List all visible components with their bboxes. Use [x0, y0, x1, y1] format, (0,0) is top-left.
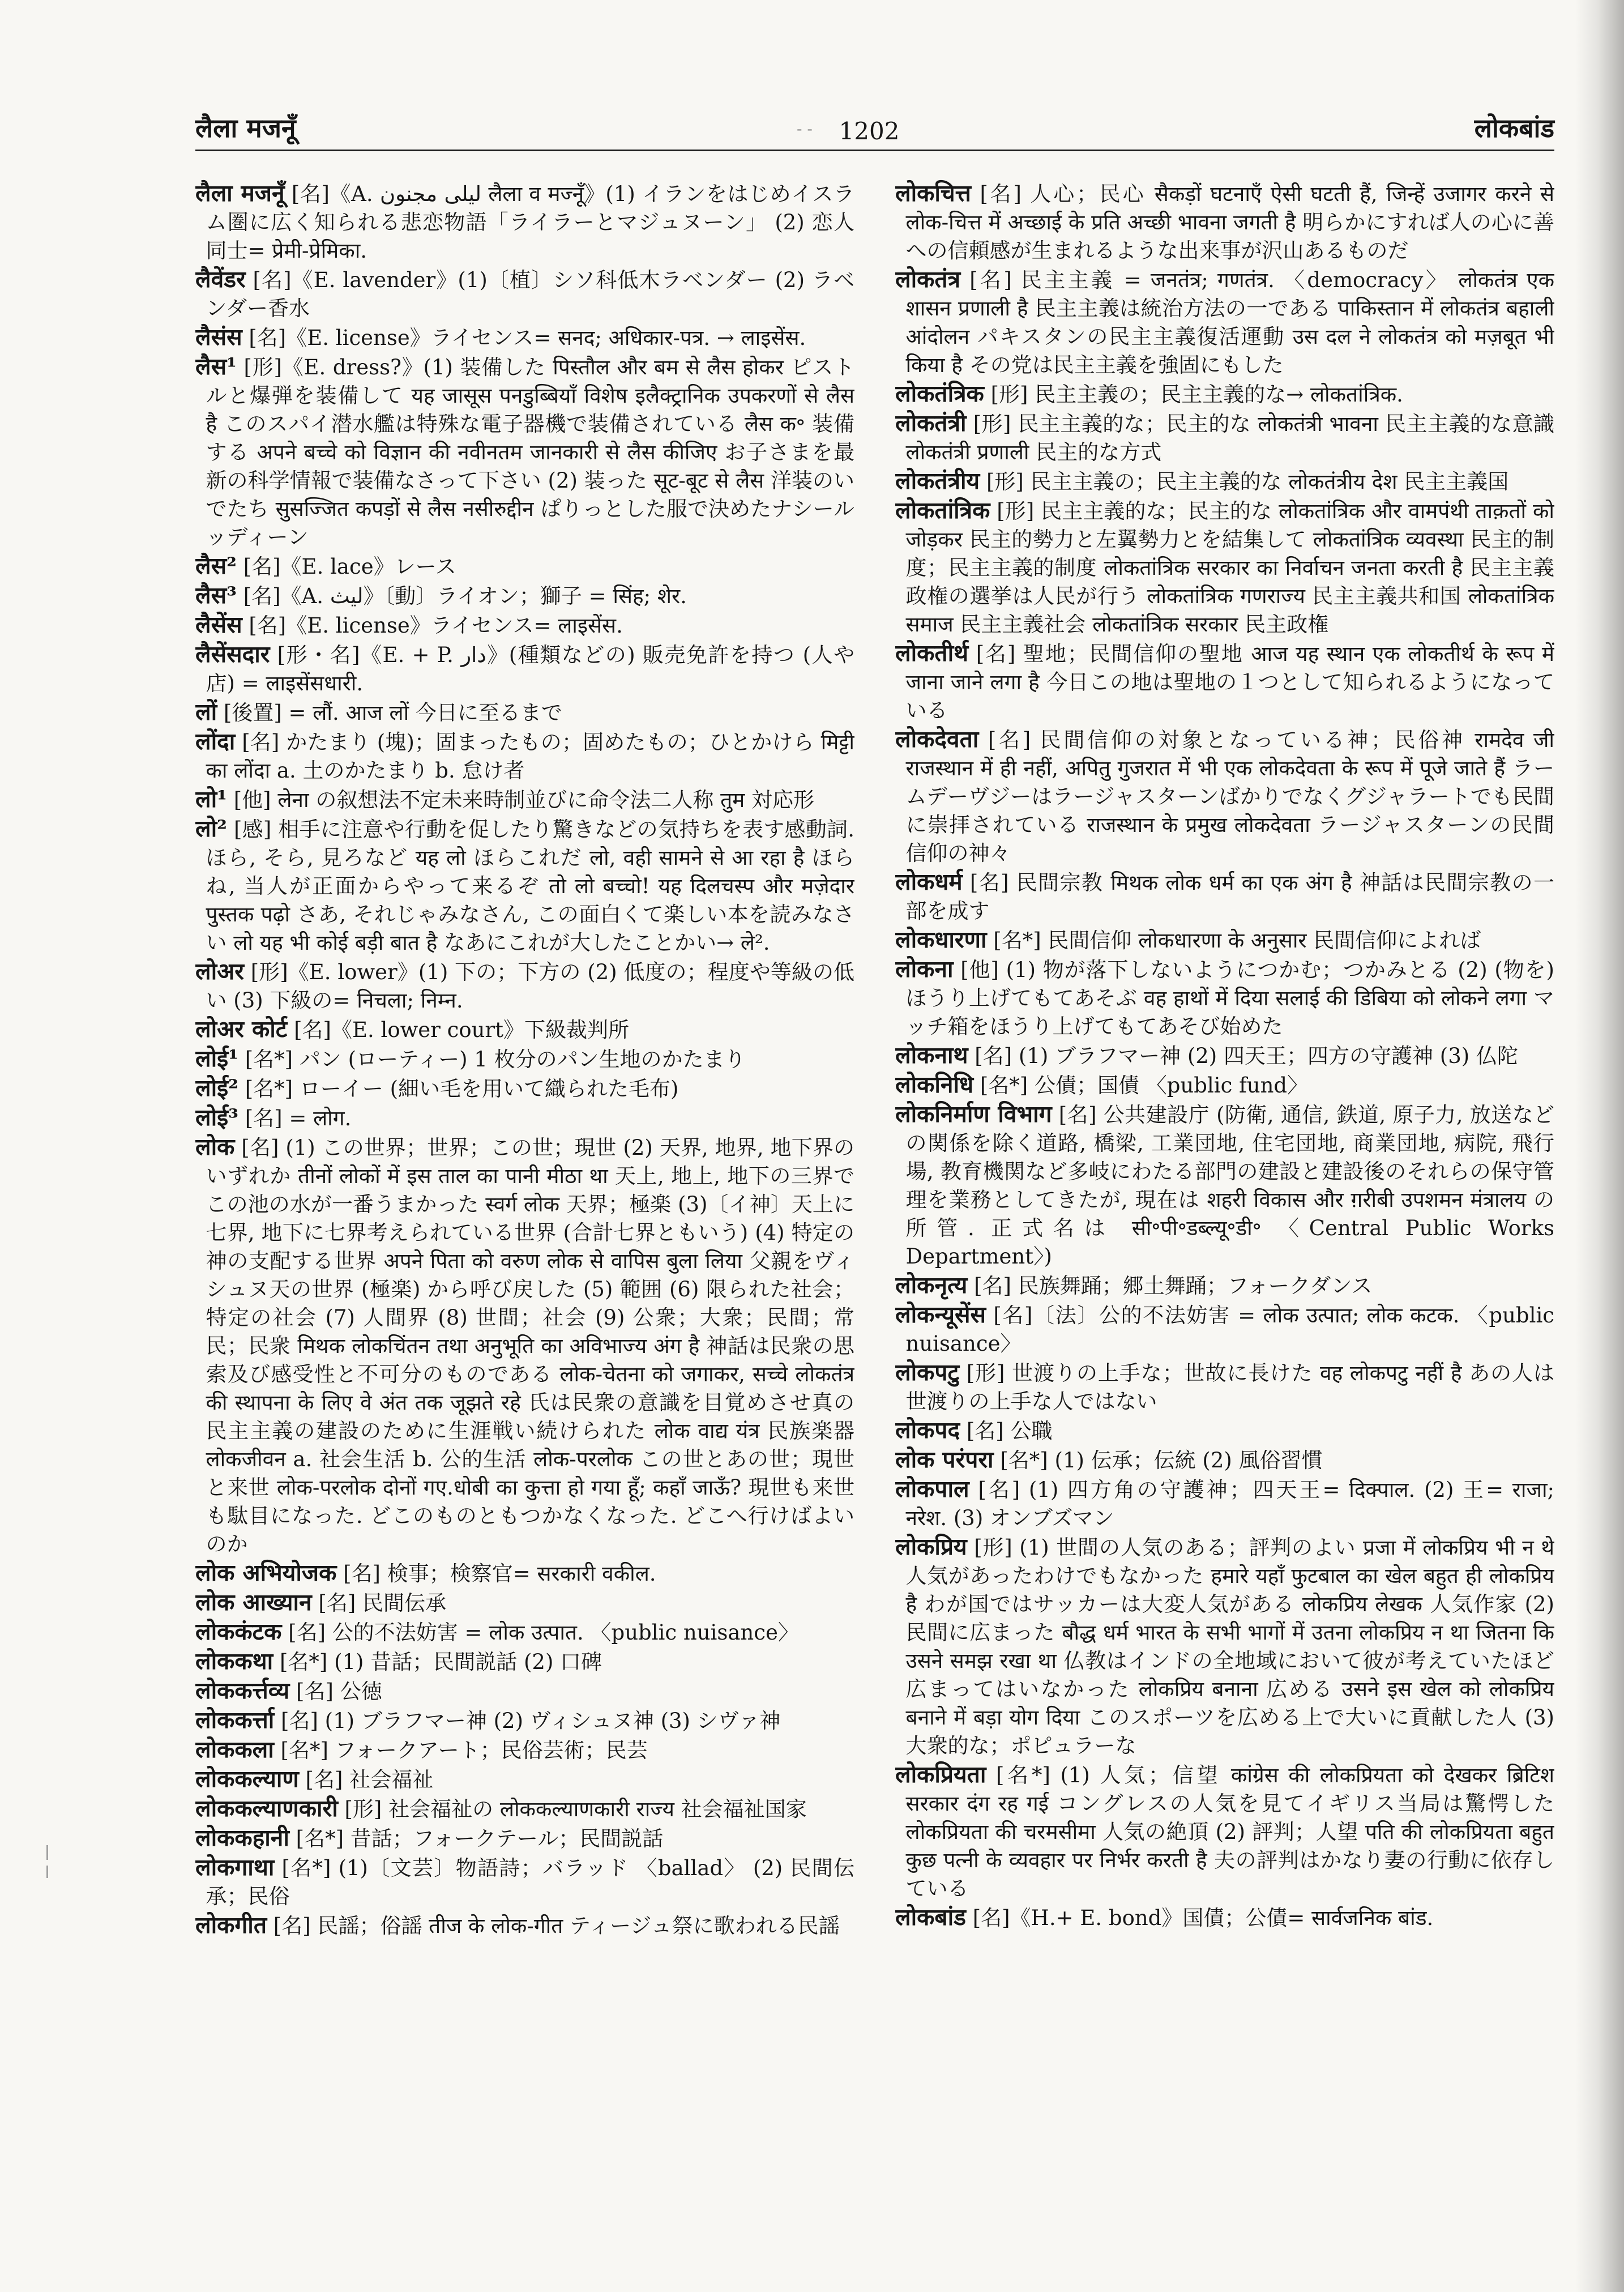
entry-definition: [形・名]《E. + P. دار》(種類などの) 販売免許を持つ (人や店) = लाइसेंसधारी.	[206, 643, 854, 695]
dictionary-entry	[895, 925, 1554, 955]
entry-definition: [名] (1) ブラフマー神 (2) ヴィシュヌ神 (3) シヴァ神	[281, 1709, 781, 1733]
entry-definition: [名] 民間伝承	[318, 1591, 447, 1615]
entry-headword: लोककर्त्तव्य	[195, 1677, 290, 1704]
entry-definition: [名] かたまり (塊)；固まったもの；固めたもの；ひとかけら मिट्टी का लोंदा a. 土のかたまり b. 怠け者	[206, 730, 854, 783]
entry-definition: [他] (1) 物が落下しないようにつかむ；つかみとる (2) (物を) ほうり上げてもてあそぶ वह हाथों में दिया सलाई की डिबिया को लोकने लगा マッチ箱をほうり上げてもてあそび始めた	[905, 958, 1554, 1039]
entry-headword: लोकबांड	[895, 1903, 966, 1931]
dictionary-entry	[895, 1100, 1554, 1271]
entry-definition: [感] 相手に注意や行動を促したり驚きなどの気持ちを表す感動詞. ほら, そら, 見ろなど यह लो ほらこれだ लो, वही सामने से आ रहा है ほらね, 当人が正面からやって来るぞ तो लो बच्चो! यह दिलचस्प और मज़ेदार पुस्तक पढ़ो さあ, それじゃみなさん, この面白くて楽しい本を読みなさい लो यह भी कोई बड़ी बात है なあにこれが大したことかい→ ले².	[206, 817, 854, 955]
entry-definition: [名]《E. lavender》(1)〔植〕シソ科低木ラベンダー (2) ラベンダー香水	[206, 268, 854, 321]
dictionary-entry	[195, 1103, 854, 1133]
entry-definition: [名*] フォークアート；民俗芸術；民芸	[280, 1738, 648, 1762]
entry-definition: [名*] ローイー (細い毛を用いて織られた毛布)	[245, 1077, 679, 1101]
entry-definition: [名]《A. ليث》〔動〕ライオン；獅子 = सिंह; शेर.	[243, 584, 687, 608]
running-head	[195, 105, 1554, 148]
dictionary-entry	[895, 1445, 1554, 1475]
entry-definition: [他] लेना の叙想法不定未来時制並びに命令法二人称 तुम 対応形	[233, 788, 815, 812]
entry-headword: लैस²	[195, 552, 237, 579]
entry-definition: [名] 検事；検察官= सरकारी वकील.	[343, 1561, 656, 1586]
dictionary-entry	[895, 955, 1554, 1041]
dictionary-entry	[895, 1533, 1554, 1760]
entry-headword: लोककंटक	[195, 1618, 282, 1645]
dictionary-entry	[195, 1617, 854, 1647]
entry-definition: [形] 民主主義の；民主主義的な लोकतंत्रीय देश 民主主義国	[986, 470, 1509, 494]
dictionary-entry	[195, 1765, 854, 1794]
entry-definition: [名*] 公債；国債 〈public fund〉	[980, 1073, 1309, 1098]
dictionary-entry	[895, 379, 1554, 409]
entry-definition: [名*] (1)〔文芸〕物語詩；バラッド 〈ballad〉 (2) 民間伝承；民俗	[206, 1856, 854, 1909]
entry-headword: लैस³	[195, 582, 237, 609]
entry-headword: लोकनाथ	[895, 1042, 968, 1069]
entry-definition: [名] 公職	[966, 1419, 1053, 1443]
entry-definition: [形]《E. lower》(1) 下の；下方の (2) 低度の；程度や等級の低い (3) 下級の= निचला; निम्न.	[206, 960, 854, 1013]
entry-headword: लैवेंडर	[195, 266, 246, 293]
dictionary-entry	[895, 1300, 1554, 1358]
dictionary-entry	[195, 323, 854, 352]
entry-headword: लोकपद	[895, 1416, 960, 1444]
scan-artifact	[46, 1866, 48, 1878]
entry-definition: [名*] (1) 人気；信望 कांग्रेस की लोकप्रियता को देखकर ब्रिटिश सरकार दंग रह गई コングレスの人気を見てイギリス当局は驚愕した लोकप्रियता की चरमसीमा 人気の絶頂 (2) 評判；人望 पति की लोकप्रियता बहुत कुछ पत्नी के व्यवहार पर निर्भर करती है 夫の評判はかなり妻の行動に依存している	[905, 1763, 1554, 1901]
entry-headword: लोककल्याण	[195, 1765, 299, 1792]
entry-definition: [形] 民主主義の；民主主義的な→ लोकतांत्रिक.	[990, 382, 1403, 407]
entry-headword: लो¹	[195, 786, 227, 813]
entry-definition: [名*] (1) 伝承；伝統 (2) 風俗習慣	[1000, 1448, 1323, 1472]
entry-definition: [名] 民族舞踊；郷土舞踊；フォークダンス	[974, 1274, 1373, 1298]
entry-definition: [名] 民間宗教 मिथक लोक धर्म का एक अंग है 神話は民間宗教の一部を成す	[905, 870, 1554, 923]
right-guide-word: लोकबांड	[1474, 113, 1554, 143]
entry-definition: [名] 社会福祉	[305, 1768, 434, 1792]
dictionary-entry	[195, 1911, 854, 1940]
entry-columns	[195, 179, 1554, 2269]
entry-headword: लोकन्यूसेंस	[895, 1301, 986, 1328]
entry-headword: लोअर कोर्ट	[195, 1015, 288, 1043]
dictionary-entry	[895, 725, 1554, 868]
entry-headword: लोककर्त्ता	[195, 1706, 275, 1734]
dictionary-entry	[195, 1015, 854, 1044]
entry-definition: [名] 人心；民心 सैकड़ों घटनाएँ ऐसी घटती हैं, जिन्हें उजागर करने से लोक-चित्त में अच्छाई के प्रति अच्छी भावना जगती है 明らかにすれば人の心に善への信頼感が生まれるような出来事が沢山あるものだ	[905, 182, 1554, 263]
scan-edge-shadow	[1575, 0, 1624, 2292]
dictionary-entry	[895, 1041, 1554, 1070]
entry-definition: [名] (1) 四方角の守護神；四天王= दिक्पाल. (2) 王= राजा; नरेश. (3) オンブズマン	[905, 1478, 1554, 1530]
entry-headword: लोक परंपरा	[895, 1446, 994, 1473]
dictionary-entry	[895, 1760, 1554, 1903]
entry-definition: [名]《H.+ E. bond》国債；公債= सार्वजनिक बांड.	[972, 1906, 1434, 1930]
entry-headword: लोकना	[895, 955, 954, 983]
entry-headword: लैसेंस	[195, 611, 242, 638]
dictionary-entry	[195, 552, 854, 581]
dictionary-entry	[895, 1475, 1554, 1533]
entry-headword: लोकपटु	[895, 1359, 959, 1386]
entry-headword: लोकनृत्य	[895, 1271, 968, 1299]
entry-headword: लोंदा	[195, 728, 236, 755]
dictionary-entry	[195, 1559, 854, 1588]
entry-definition: [名] 民主主義 = जनतंत्र; गणतंत्र. 〈democracy〉 लोकतंत्र एक शासन प्रणाली है 民主主義は統治方法の一である पाकिस्तान में लोकतंत्र बहाली आंदोलन パキスタンの民主主義復活運動 उस दल ने लोकतंत्र को मज़बूत भी किया है その党は民主主義を強固にもした	[905, 268, 1554, 377]
entry-definition: [形]《E. dress?》(1) 装備した पिस्तौल और बम से लैस होकर ピストルと爆弾を装備して यह जासूस पनडुब्बियाँ विशेष इलैक्ट्रानिक उपकरणों से लैस है このスパイ潜水艦は特殊な電子器機で装備されている लैस क॰ 装備する अपने बच्चे को विज्ञान की नवीनतम जानकारी से लैस कीजिए お子さまを最新の科学情報で装備なさって下さい (2) 装った सूट-बूट से लैस 洋装のいでたち सुसज्जित कपड़ों से लैस नसीरुद्दीन ぱりっとした服で決めたナシールッディーン	[206, 355, 854, 549]
entry-headword: लोकप्रिय	[895, 1533, 967, 1560]
entry-definition: [形] 民主主義的な；民主的な लोकतंत्री भावना 民主主義的な意識 लोकतंत्री प्रणाली 民主的な方式	[905, 412, 1554, 464]
entry-definition: [形] (1) 世間の人気のある；評判のよい प्रजा में लोकप्रिय भी न थे 人気があったわけでもなかった हमारे यहाँ फुटबाल का खेल बहुत ही लोकप्रिय है わが国ではサッカーは大変人気がある लोकप्रिय लेखक 人気作家 (2) 民間に広まった बौद्ध धर्म भारत के सभी भागों में उतना लोकप्रिय न था जितना कि उसने समझ रखा था 仏教はインドの全地域において彼が考えていたほど広まってはいなかった लोकप्रिय बनाना 広める उसने इस खेल को लोकप्रिय बनाने में बड़ा योग दिया このスポーツを広める上で大いに貢献した人 (3) 大衆的な；ポピュラーな	[905, 1535, 1554, 1758]
entry-definition: [名]〔法〕公的不法妨害 = लोक उत्पात; लोक कटक. 〈public nuisance〉	[905, 1303, 1554, 1356]
dictionary-entry	[895, 1358, 1554, 1416]
scan-artifact	[46, 1845, 48, 1860]
entry-definition: [名]《E. lace》レース	[243, 554, 456, 579]
entry-headword: लोकतंत्रिक	[895, 380, 984, 407]
entry-definition: [名] 公的不法妨害 = लोक उत्पात. 〈public nuisance〉	[288, 1620, 799, 1645]
entry-headword: लैस¹	[195, 353, 237, 380]
entry-headword: लोककला	[195, 1736, 274, 1763]
dictionary-entry	[195, 352, 854, 552]
entry-definition: [形] 社会福祉の लोककल्याणकारी राज्य 社会福祉国家	[344, 1797, 807, 1821]
entry-definition: [形] 民主主義的な；民主的な लोकतांत्रिक और वामपंथी ताक़तों को जोड़कर 民主的勢力と左翼勢力とを結集して लोकतांत्रिक व्यवस्था 民主的制度；民主主義的制度 लोकतांत्रिक सरकार का निर्वाचन जनता करती है 民主主義政権の選挙は人民が行う लोकतांत्रिक गणराज्य 民主主義共和国 लोकतांत्रिक समाज 民主主義社会 लोकतांत्रिक सरकार 民主政権	[905, 499, 1554, 637]
dictionary-entry	[195, 1853, 854, 1911]
dictionary-entry	[195, 1133, 854, 1559]
dictionary-entry	[195, 1735, 854, 1765]
dictionary-entry	[895, 868, 1554, 925]
entry-headword: लोअर	[195, 958, 244, 985]
entry-definition: [名] 民謡；俗謡 तीज के लोक-गीत ティージュ祭に歌われる民謡	[273, 1914, 840, 1938]
dictionary-entry	[195, 785, 854, 814]
left-column	[195, 179, 854, 2269]
entry-headword: लैला मजनूँ	[195, 180, 285, 207]
page-number: 1202	[839, 117, 900, 145]
right-column	[895, 179, 1554, 2269]
entry-definition: [名] 公徳	[296, 1679, 382, 1704]
header-rule	[195, 150, 1554, 151]
entry-definition: [名*] 民間信仰 लोकधारणा के अनुसार 民間信仰によれば	[993, 928, 1481, 953]
entry-headword: लोक	[195, 1133, 235, 1160]
entry-headword: लोई³	[195, 1104, 238, 1131]
entry-headword: लोककहानी	[195, 1824, 289, 1851]
dictionary-entry	[195, 1706, 854, 1735]
entry-definition: [名] = लोग.	[245, 1106, 352, 1130]
entry-headword: लोककथा	[195, 1647, 273, 1675]
dictionary-entry	[195, 727, 854, 785]
dictionary-entry	[195, 957, 854, 1015]
dictionary-entry	[895, 409, 1554, 467]
entry-headword: लोकतीर्थ	[895, 639, 969, 667]
dictionary-entry	[895, 1271, 1554, 1300]
entry-headword: लोकधारणा	[895, 926, 987, 953]
entry-headword: लो²	[195, 815, 227, 842]
entry-headword: लोकदेवता	[895, 725, 979, 753]
entry-headword: लोई²	[195, 1074, 238, 1102]
entry-definition: [名*] (1) 昔話；民間説話 (2) 口碑	[279, 1650, 602, 1674]
entry-headword: लोई¹	[195, 1045, 238, 1072]
entry-headword: लोकगीत	[195, 1911, 267, 1939]
entry-headword: लोकतंत्र	[895, 266, 961, 293]
entry-definition: [名] 民間信仰の対象となっている神；民俗神 रामदेव जी राजस्थान में ही नहीं, अपितु गुजरात में भी एक लोकदेवता के रूप में पूजे जाते हैं ラームデーヴジーはラージャスターンばかりでなくグジャラートでも民間に崇拝されている राजस्थान के प्रमुख लोकदेवता ラージャスターンの民間信仰の神々	[905, 728, 1554, 865]
entry-headword: लोककल्याणकारी	[195, 1795, 338, 1822]
dictionary-entry	[195, 698, 854, 727]
dictionary-entry	[895, 265, 1554, 379]
entry-headword: लोकतांत्रिक	[895, 497, 990, 524]
left-guide-word: लैला मजनूँ	[195, 113, 296, 143]
dictionary-entry	[895, 1903, 1554, 1932]
dictionary-entry	[895, 1070, 1554, 1100]
entry-definition: [名] (1) この世界；世界；この世；現世 (2) 天界, 地界, 地下界のいずれか तीनों लोकों में इस ताल का पानी मीठा था 天上, 地上, 地下の三界でこの池の水が一番うまかった स्वर्ग लोक 天界；極楽 (3)〔イ神〕天上に七界, 地下に七界考えられている世界 (合計七界ともいう) (4) 特定の神の支配する世界 अपने पिता को वरुण लोक से वापिस बुला लिया 父親をヴィシュヌ天の世界 (極楽) から呼び戻した (5) 範囲 (6) 限られた社会；特定の社会 (7) 人間界 (8) 世間；社会 (9) 公衆；大衆；民間；常民；民衆 मिथक लोकचिंतन तथा अनुभूति का अविभाज्य अंग है 神話は民衆の思索及び感受性と不可分のものである लोक-चेतना को जगाकर, सच्चे लोकतंत्र की स्थापना के लिए वे अंत तक जूझते रहे 氏は民衆の意識を目覚めさせ真の民主主義の建設のために生涯戦い続けられた लोक वाद्य यंत्र 民族楽器 लोकजीवन a. 社会生活 b. 公的生活 लोक-परलोक この世とあの世；現世と来世 लोक-परलोक दोनों गए.धोबी का कुत्ता हो गया हूँ; कहाँ जाऊँ? 現世も来世も駄目になった. どこのものともつかなくなった. どこへ行けばよいのか	[206, 1136, 854, 1556]
dictionary-entry	[195, 179, 854, 265]
entry-definition: [名]《E. license》ライセンス= लाइसेंस.	[249, 613, 623, 638]
entry-definition: [名]《E. license》ライセンス= सनद; अधिकार-पत्र. → लाइसेंस.	[249, 326, 806, 350]
dictionary-entry	[195, 1074, 854, 1103]
entry-headword: लोकपाल	[895, 1475, 969, 1503]
dictionary-entry	[195, 640, 854, 698]
dictionary-entry	[895, 1416, 1554, 1445]
dictionary-entry	[195, 1794, 854, 1824]
entry-headword: लोकनिर्माण विभाग	[895, 1100, 1052, 1128]
entry-headword: लोकचित्त	[895, 180, 971, 207]
dictionary-entry	[895, 496, 1554, 639]
entry-headword: लोकतंत्री	[895, 409, 967, 437]
dictionary-entry	[195, 611, 854, 640]
entry-headword: लोकगाथा	[195, 1854, 275, 1881]
dictionary-entry	[195, 1647, 854, 1676]
entry-headword: लोकधर्म	[895, 868, 963, 895]
dictionary-entry	[195, 1588, 854, 1617]
entry-definition: [後置] = लौं. आज लों 今日に至るまで	[223, 701, 562, 725]
entry-definition: [名] 聖地；民間信仰の聖地 आज यह स्थान एक लोकतीर्थ के रूप में जाना जाने लगा है 今日この地は聖地の１つとして知られるようになっている	[905, 642, 1554, 723]
entry-headword: लैसंस	[195, 323, 242, 351]
entry-headword: लोक अभियोजक	[195, 1559, 337, 1586]
dictionary-entry	[195, 1676, 854, 1706]
entry-definition: [名*] 昔話；フォークテール；民間説話	[296, 1826, 664, 1851]
entry-headword: लैसेंसदार	[195, 641, 270, 668]
entry-headword: लोकप्रियता	[895, 1761, 986, 1788]
entry-definition: [形] 世渡りの上手な；世故に長けた वह लोकपटु नहीं है あの人は世渡りの上手な人ではない	[905, 1361, 1554, 1414]
dictionary-entry	[895, 467, 1554, 496]
dictionary-entry	[195, 1824, 854, 1853]
entry-definition: [名]《E. lower court》下級裁判所	[294, 1018, 629, 1042]
entry-definition: [名] 公共建設庁 (防衛, 通信, 鉄道, 原子力, 放送などの関係を除く道路, 橋梁, 工業団地, 住宅団地, 商業団地, 病院, 飛行場, 教育機関など多岐にわたる部門の建設と建設後のそれらの保守管理を業務としてきたが, 現在は शहरी विकास और ग़रीबी उपशमन मंत्रालय の所管. 正式名は सी॰पी॰डब्ल्यू॰डी॰ 〈Central Public Works Department〉)	[905, 1103, 1554, 1269]
dictionary-entry	[195, 814, 854, 957]
entry-headword: लों	[195, 698, 217, 725]
page-mark: - -	[797, 119, 813, 138]
dictionary-entry	[195, 265, 854, 323]
entry-headword: लोकतंत्रीय	[895, 467, 980, 494]
dictionary-entry	[195, 581, 854, 611]
dictionary-entry	[895, 639, 1554, 725]
entry-headword: लोकनिधि	[895, 1071, 974, 1098]
dictionary-entry	[895, 179, 1554, 265]
entry-definition: [名]《A. ليلى مجنون लैला व मज्नूँ》(1) イランをはじめイスラム圏に広く知られる悲恋物語「ライラーとマジュヌーン」 (2) 恋人同士= प्रेमी-प्रेमिका.	[206, 182, 854, 263]
dictionary-entry	[195, 1044, 854, 1074]
entry-headword: लोक आख्यान	[195, 1589, 312, 1616]
entry-definition: [名*] パン (ローティー) 1 枚分のパン生地のかたまり	[245, 1047, 746, 1072]
entry-definition: [名] (1) ブラフマー神 (2) 四天王；四方の守護神 (3) 仏陀	[975, 1044, 1518, 1068]
